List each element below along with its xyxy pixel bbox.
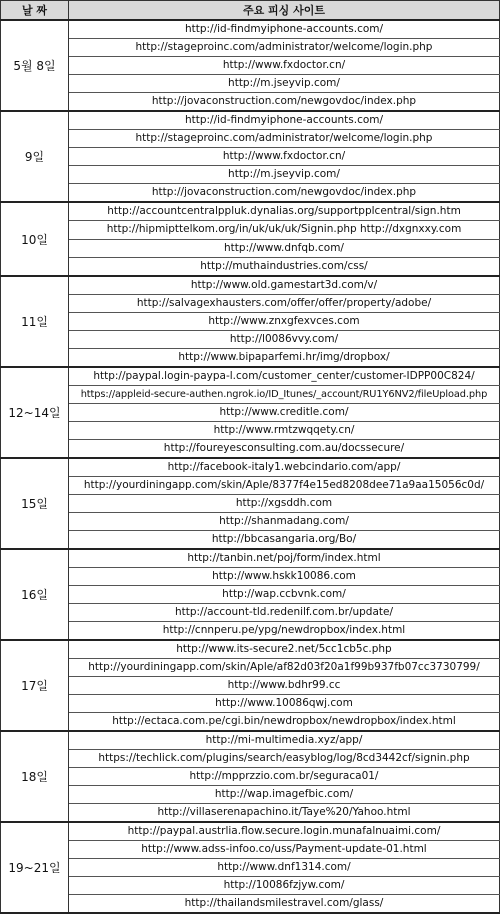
phishing-url-cell: http://bbcasangaria.org/Bo/ [69,531,500,550]
table-row [1,786,500,804]
table-row [1,804,500,823]
table-row [1,495,500,513]
table-row [1,531,500,550]
phishing-url-cell: http://www.old.gamestart3d.com/v/ [69,276,500,295]
table-row [1,349,500,368]
table-header-row [1,1,500,21]
table-row [1,239,500,257]
date-group [1,640,500,731]
table-row [1,93,500,112]
table-row [1,677,500,695]
table-row [1,75,500,93]
table-row [1,130,500,148]
table-row [1,731,500,750]
phishing-url-cell: http://villaserenapachino.it/Taye%20/Yahoo.html [69,804,500,823]
table-row [1,622,500,641]
table-row [1,313,500,331]
table-row [1,367,500,386]
table-row [1,822,500,841]
phishing-url-cell: http://www.bdhr99.cc [69,677,500,695]
table-row [1,221,500,239]
date-group [1,822,500,913]
table-row [1,841,500,859]
phishing-url-cell: http://paypal.login-paypa-l.com/customer_center/customer-IDPP00C824/ [69,367,500,386]
phishing-url-cell: http://jovaconstruction.com/newgovdoc/index.php [69,184,500,203]
date-group [1,20,500,111]
phishing-url-cell: http://facebook-italy1.webcindario.com/app/ [69,458,500,477]
phishing-url-cell: http://www.creditle.com/ [69,404,500,422]
date-cell: 12~14일 [1,367,69,458]
table-row [1,604,500,622]
date-cell: 9일 [1,111,69,202]
phishing-url-cell: http://www.rmtzwqqety.cn/ [69,422,500,440]
phishing-url-cell: http://id-findmyiphone-accounts.com/ [69,111,500,130]
phishing-url-cell: http://www.hskk10086.com [69,568,500,586]
sites-column-header: 주요 피싱 사이트 [69,1,500,21]
phishing-url-cell: http://yourdiningapp.com/skin/Aple/8377f4e15ed8208dee71a9aa15056c0d/ [69,477,500,495]
phishing-url-cell: http://yourdiningapp.com/skin/Aple/af82d03f20a1f99b937fb07cc3730799/ [69,659,500,677]
phishing-url-cell: http://thailandsmilestravel.com/glass/ [69,895,500,914]
date-group [1,111,500,202]
table-row [1,440,500,459]
phishing-url-cell: http://10086fzjyw.com/ [69,877,500,895]
phishing-url-cell: http://www.dnfqb.com/ [69,239,500,257]
phishing-url-cell: http://www.bipaparfemi.hr/img/dropbox/ [69,349,500,368]
date-column-header: 날 짜 [1,1,69,21]
phishing-url-cell: http://www.adss-infoo.co/uss/Payment-update-01.html [69,841,500,859]
phishing-url-cell: http://l0086vvy.com/ [69,331,500,349]
phishing-url-cell: http://tanbin.net/poj/form/index.html [69,549,500,568]
table-row [1,458,500,477]
date-cell: 16일 [1,549,69,640]
phishing-url-cell: http://www.fxdoctor.cn/ [69,57,500,75]
phishing-url-cell: http://m.jseyvip.com/ [69,75,500,93]
table-row [1,713,500,732]
table-row [1,768,500,786]
table-row [1,20,500,39]
date-group [1,367,500,458]
table-row [1,586,500,604]
date-cell: 19~21일 [1,822,69,913]
table-row [1,276,500,295]
phishing-url-cell: http://hipmipttelkom.org/in/uk/uk/uk/Signin.php http://dxgnxxy.com [69,221,500,239]
table-row [1,166,500,184]
phishing-url-cell: http://www.fxdoctor.cn/ [69,148,500,166]
date-group [1,202,500,276]
phishing-url-cell: http://jovaconstruction.com/newgovdoc/index.php [69,93,500,112]
table-row [1,295,500,313]
table-row [1,386,500,404]
date-group [1,276,500,367]
phishing-url-cell: http://muthaindustries.com/css/ [69,257,500,276]
table-row [1,57,500,75]
phishing-url-cell: http://mi-multimedia.xyz/app/ [69,731,500,750]
phishing-url-cell: http://foureyesconsulting.com.au/docssecure/ [69,440,500,459]
phishing-url-cell: http://paypal.austrlia.flow.secure.login.munafalnuaimi.com/ [69,822,500,841]
phishing-url-cell: http://account-tld.redenilf.com.br/update/ [69,604,500,622]
phishing-url-cell: http://salvagexhausters.com/offer/offer/property/adobe/ [69,295,500,313]
phishing-url-cell: https://techlick.com/plugins/search/easyblog/log/8cd3442cf/signin.php [69,750,500,768]
phishing-url-cell: http://www.10086qwj.com [69,695,500,713]
table-row [1,877,500,895]
phishing-url-cell: http://www.dnf1314.com/ [69,859,500,877]
date-cell: 11일 [1,276,69,367]
table-row [1,404,500,422]
phishing-url-cell: http://wap.ccbvnk.com/ [69,586,500,604]
table-row [1,477,500,495]
phishing-url-cell: http://mpprzzio.com.br/seguraca01/ [69,768,500,786]
date-cell: 18일 [1,731,69,822]
table-row [1,640,500,659]
date-cell: 10일 [1,202,69,276]
phishing-url-cell: http://shanmadang.com/ [69,513,500,531]
date-cell: 17일 [1,640,69,731]
table-row [1,202,500,221]
table-row [1,257,500,276]
date-group [1,458,500,549]
table-row [1,148,500,166]
date-cell: 5월 8일 [1,20,69,111]
date-cell: 15일 [1,458,69,549]
phishing-url-cell: http://wap.imagefbic.com/ [69,786,500,804]
phishing-url-cell: http://accountcentralppluk.dynalias.org/supportpplcentral/sign.htm [69,202,500,221]
table-row [1,422,500,440]
phishing-url-cell: http://m.jseyvip.com/ [69,166,500,184]
date-group [1,731,500,822]
table-row [1,513,500,531]
date-group [1,549,500,640]
phishing-url-cell: http://stageproinc.com/administrator/welcome/login.php [69,39,500,57]
table-row [1,331,500,349]
table-row [1,39,500,57]
phishing-url-cell: http://www.its-secure2.net/5cc1cb5c.php [69,640,500,659]
table-row [1,895,500,914]
phishing-url-cell: http://id-findmyiphone-accounts.com/ [69,20,500,39]
table-row [1,549,500,568]
table-row [1,184,500,203]
table-row [1,859,500,877]
table-row [1,750,500,768]
table-row [1,568,500,586]
phishing-url-cell: http://cnnperu.pe/ypg/newdropbox/index.html [69,622,500,641]
phishing-url-cell: http://ectaca.com.pe/cgi.bin/newdropbox/newdropbox/index.html [69,713,500,732]
phishing-url-cell: http://xgsddh.com [69,495,500,513]
table-row [1,659,500,677]
table-row [1,695,500,713]
table-row [1,111,500,130]
phishing-url-cell: https://appleid-secure-authen.ngrok.io/ID_Itunes/_account/RU1Y6NV2/fileUpload.php [69,386,500,404]
phishing-url-cell: http://www.znxgfexvces.com [69,313,500,331]
phishing-url-cell: http://stageproinc.com/administrator/welcome/login.php [69,130,500,148]
